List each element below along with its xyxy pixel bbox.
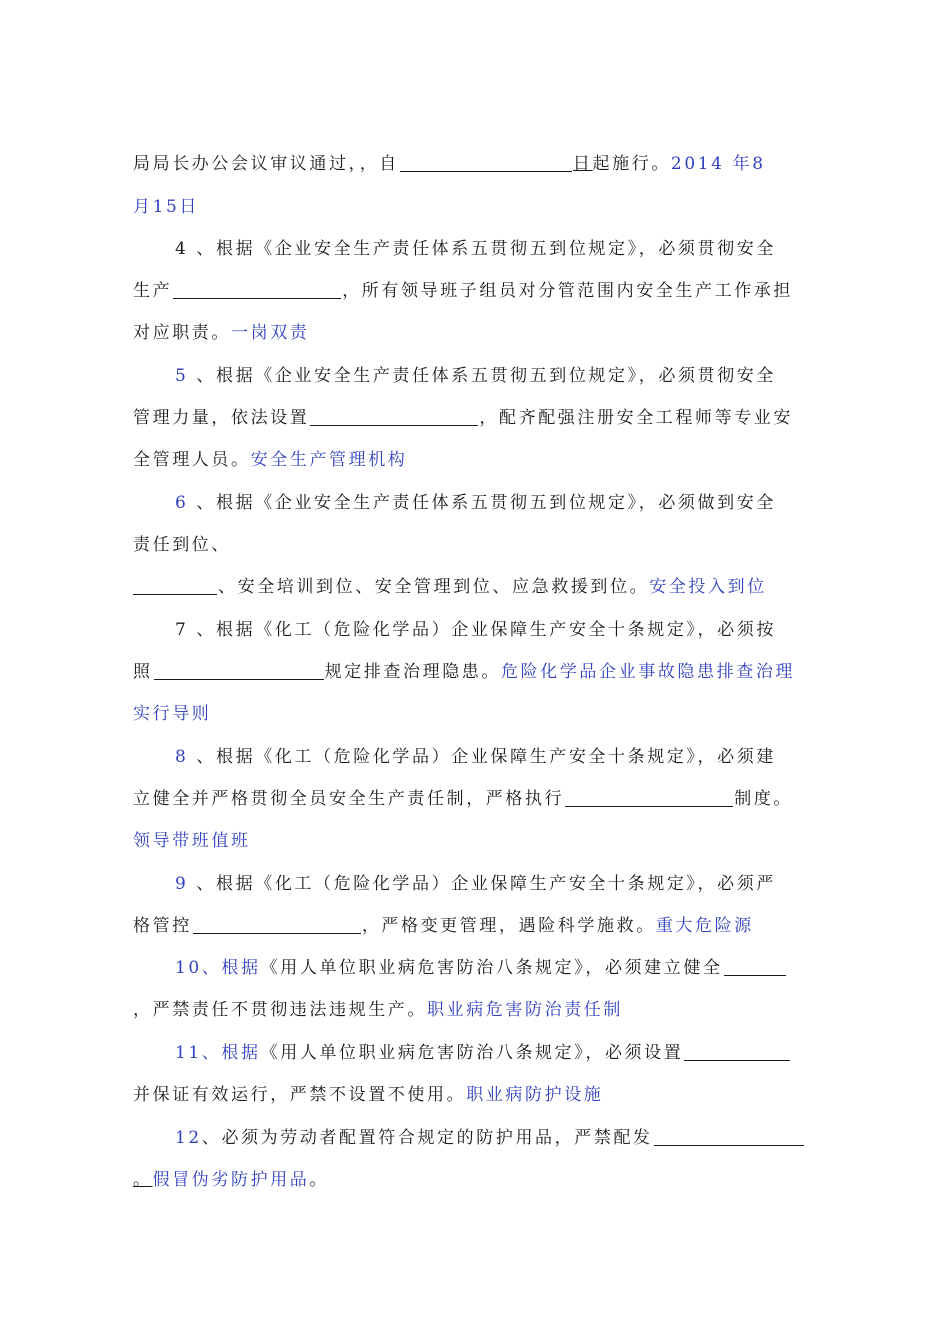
q10-text-2: ，严禁责任不贯彻违法违规生产。 bbox=[133, 1000, 427, 1020]
q12-text: 、必须为劳动者配置符合规定的防护用品，严禁配发 bbox=[201, 1128, 653, 1148]
q4-line3 bbox=[133, 321, 845, 345]
q3-text: 局局长办公会议审议通过，，自 bbox=[133, 154, 399, 174]
q5-line3 bbox=[133, 448, 845, 472]
q7-line1 bbox=[175, 618, 845, 642]
q5-text-2a: 管理力量，依法设置 bbox=[133, 408, 310, 428]
q6-text: 、根据《企业安全生产责任体系五贯彻五到位规定》，必须做到安全 bbox=[188, 493, 776, 513]
q4-text-2b: ，所有领导班子组员对分管范围内安全生产工作承担 bbox=[342, 281, 794, 301]
q6-answer: 安全投入到位 bbox=[649, 577, 767, 597]
q11-text-2: 并保证有效运行，严禁不设置不使用。 bbox=[133, 1085, 467, 1105]
q11-text: 《用人单位职业病危害防治八条规定》，必须设置 bbox=[260, 1043, 684, 1063]
q11-line1 bbox=[175, 1041, 845, 1065]
q5-text: 、根据《企业安全生产责任体系五贯彻五到位规定》，必须贯彻安全 bbox=[188, 366, 776, 386]
q12-number: 12 bbox=[175, 1128, 202, 1148]
q10-blank bbox=[724, 957, 786, 976]
q9-text-2a: 格管控 bbox=[133, 916, 192, 936]
q9-text: 、根据《化工（危险化学品）企业保障生产安全十条规定》，必须严 bbox=[188, 874, 776, 894]
q8-line2 bbox=[133, 787, 845, 811]
q8-line1 bbox=[175, 745, 845, 769]
q6-line1 bbox=[175, 491, 845, 515]
q6-line3 bbox=[133, 575, 845, 599]
q5-text-3: 全管理人员。 bbox=[133, 450, 251, 470]
q7-blank bbox=[154, 661, 324, 680]
q5-line1 bbox=[175, 364, 845, 388]
q8-text-2b: 制度。 bbox=[734, 789, 794, 809]
q7-number: 7 bbox=[175, 620, 189, 640]
q6-line2 bbox=[133, 533, 845, 557]
q3-line2 bbox=[133, 195, 845, 219]
q11-answer: 职业病防护设施 bbox=[466, 1085, 604, 1105]
q10-number: 10、根据 bbox=[175, 958, 261, 978]
q5-answer: 安全生产管理机构 bbox=[250, 450, 408, 470]
q4-answer: 一岗双责 bbox=[231, 323, 310, 343]
q12-text-2a: 。 bbox=[133, 1170, 153, 1190]
q9-answer: 重大危险源 bbox=[655, 916, 754, 936]
q8-number: 8 bbox=[175, 747, 189, 767]
q10-text: 《用人单位职业病危害防治八条规定》，必须建立健全 bbox=[260, 958, 723, 978]
q6-number: 6 bbox=[175, 493, 189, 513]
q8-text: 、根据《化工（危险化学品）企业保障生产安全十条规定》，必须建 bbox=[188, 747, 776, 767]
q12-blank bbox=[654, 1127, 804, 1146]
q3-line1 bbox=[133, 152, 845, 176]
q11-line2 bbox=[133, 1083, 845, 1107]
q9-line2 bbox=[133, 914, 845, 938]
q12-text-2b: 。 bbox=[309, 1170, 330, 1190]
q7-answer-a: 危险化学品企业事故隐患排查治理 bbox=[501, 662, 796, 682]
q12-line2 bbox=[133, 1168, 845, 1192]
q7-text-2b: 规定排查治理隐患。 bbox=[324, 662, 502, 682]
q9-line1 bbox=[175, 872, 845, 896]
q9-blank bbox=[193, 915, 361, 934]
q6-text-2: 责任到位、 bbox=[133, 535, 231, 555]
q5-number: 5 bbox=[175, 366, 189, 386]
q4-blank bbox=[173, 280, 341, 299]
q4-line2 bbox=[133, 279, 845, 303]
q4-text-2a: 生产 bbox=[133, 281, 173, 301]
q5-blank bbox=[310, 407, 478, 426]
q7-answer-b: 实行导则 bbox=[133, 704, 212, 724]
q4-text: 、根据《企业安全生产责任体系五贯彻五到位规定》，必须贯彻安全 bbox=[188, 239, 776, 259]
q11-number: 11、根据 bbox=[175, 1043, 261, 1063]
q8-text-2a: 立健全并严格贯彻全员安全生产责任制，严格执行 bbox=[133, 789, 565, 809]
q7-text: 、根据《化工（危险化学品）企业保障生产安全十条规定》，必须按 bbox=[188, 620, 776, 640]
q8-answer: 领导带班值班 bbox=[133, 831, 251, 851]
q6-text-3: 、安全培训到位、安全管理到位、应急救援到位。 bbox=[218, 577, 650, 597]
q5-text-2b: ，配齐配强注册安全工程师等专业安 bbox=[479, 408, 794, 428]
q7-text-2a: 照 bbox=[133, 662, 153, 682]
q3-blank bbox=[400, 153, 572, 172]
q7-line3 bbox=[133, 702, 845, 726]
q9-number: 9 bbox=[175, 874, 189, 894]
q3-day-char: 日 bbox=[572, 154, 593, 174]
q6-blank bbox=[133, 576, 217, 595]
q10-answer: 职业病危害防治责任制 bbox=[427, 1000, 623, 1020]
q12-line1 bbox=[175, 1126, 845, 1150]
q3-answer-b: 月15日 bbox=[133, 197, 200, 217]
q7-line2 bbox=[133, 660, 845, 684]
q4-line1 bbox=[175, 237, 845, 261]
q4-number: 4 bbox=[175, 239, 189, 259]
q9-text-2b: ，严格变更管理，遇险科学施救。 bbox=[361, 916, 656, 936]
q12-answer: 假冒伪劣防护用品 bbox=[152, 1170, 310, 1190]
q8-blank bbox=[565, 788, 733, 807]
q4-text-3: 对应职责。 bbox=[133, 323, 231, 343]
q3-answer-a: 2014 年8 bbox=[670, 154, 766, 174]
q10-line1 bbox=[175, 956, 845, 980]
q3-text-end: 起施行。 bbox=[592, 154, 671, 174]
q8-line3 bbox=[133, 829, 845, 853]
q11-blank bbox=[684, 1042, 790, 1061]
q10-line2 bbox=[133, 998, 845, 1022]
q5-line2 bbox=[133, 406, 845, 430]
